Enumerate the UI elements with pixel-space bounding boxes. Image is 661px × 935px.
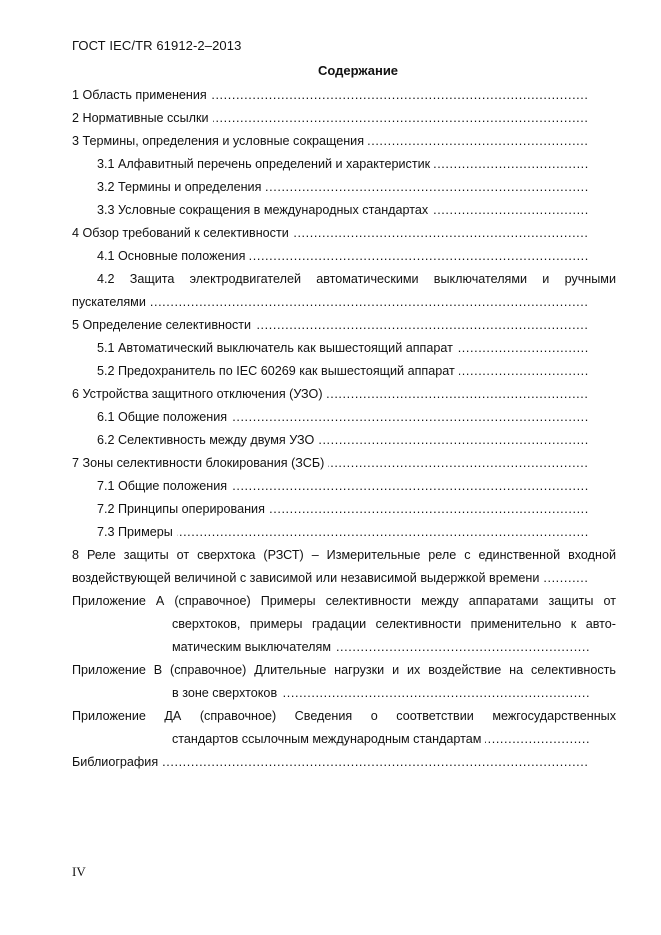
toc-entry-3-2[interactable]: 3.2 Термины и определения ..... bbox=[72, 176, 589, 199]
page-number: IV bbox=[72, 864, 86, 879]
toc-entry-6-2[interactable]: 6.2 Селективность между двумя УЗО ..... bbox=[72, 429, 589, 452]
toc-title: Содержание bbox=[317, 63, 399, 78]
toc-appendix-a-line2[interactable]: сверхтоков, примеры градации селективности применительно к авто- bbox=[172, 617, 616, 631]
toc-entry-7-2[interactable]: 7.2 Принципы оперирования ..... bbox=[72, 498, 589, 521]
toc-appendix-a-line3[interactable]: матическим выключателям ..... bbox=[72, 636, 589, 659]
toc-entry-4[interactable]: 4 Обзор требований к селективности ..... bbox=[72, 222, 589, 245]
toc-entry-4-2-line2[interactable]: пускателями ..... bbox=[72, 291, 589, 314]
toc-entry-8-line2[interactable]: воздействующей величиной с зависимой или независимой выдержкой времени ..... bbox=[72, 567, 589, 590]
table-of-contents bbox=[72, 84, 616, 774]
toc-entry-6[interactable]: 6 Устройства защитного отключения (УЗО) ..... bbox=[72, 383, 589, 406]
toc-entry-8-line1[interactable]: 8 Реле защиты от сверхтока (РЗСТ) – Измерительные реле с единственной входной bbox=[72, 548, 616, 562]
toc-appendix-b-line1[interactable]: Приложение В (справочное) Длительные нагрузки и их воздействие на селективность bbox=[72, 663, 616, 677]
toc-appendix-da-line2[interactable]: стандартов ссылочным международным стандартам ..... bbox=[72, 728, 589, 751]
toc-entry-4-1[interactable]: 4.1 Основные положения ..... bbox=[72, 245, 589, 268]
toc-entry-7-1[interactable]: 7.1 Общие положения ..... bbox=[72, 475, 589, 498]
toc-entry-6-1[interactable]: 6.1 Общие положения ..... bbox=[72, 406, 589, 429]
toc-entry-7-3[interactable]: 7.3 Примеры ..... bbox=[72, 521, 589, 544]
toc-appendix-da-line1[interactable]: Приложение ДА (справочное) Сведения о соответствии межгосударственных bbox=[72, 709, 616, 723]
toc-entry-3-3[interactable]: 3.3 Условные сокращения в международных стандартах ..... bbox=[72, 199, 589, 222]
toc-appendix-a-line1[interactable]: Приложение А (справочное) Примеры селективности между аппаратами защиты от bbox=[72, 594, 616, 608]
toc-entry-5-2[interactable]: 5.2 Предохранитель по IEC 60269 как вышестоящий аппарат ..... bbox=[72, 360, 589, 383]
toc-entry-7[interactable]: 7 Зоны селективности блокирования (ЗСБ) ..... bbox=[72, 452, 589, 475]
toc-entry-3[interactable]: 3 Термины, определения и условные сокращения ..... bbox=[72, 130, 589, 153]
toc-entry-2[interactable]: 2 Нормативные ссылки ..... bbox=[72, 107, 589, 130]
toc-entry-5-1[interactable]: 5.1 Автоматический выключатель как вышестоящий аппарат ..... bbox=[72, 337, 589, 360]
toc-entry-3-1[interactable]: 3.1 Алфавитный перечень определений и характеристик ..... bbox=[72, 153, 589, 176]
toc-bibliography[interactable]: Библиография ..... bbox=[72, 751, 589, 774]
toc-appendix-b-line2[interactable]: в зоне сверхтоков ..... bbox=[72, 682, 589, 705]
toc-entry-5[interactable]: 5 Определение селективности ..... bbox=[72, 314, 589, 337]
document-header: ГОСТ IEC/TR 61912-2–2013 bbox=[72, 38, 242, 53]
toc-entry-4-2-line1[interactable]: 4.2 Защита электродвигателей автоматическими выключателями и ручными bbox=[97, 272, 616, 286]
toc-entry-1[interactable]: 1 Область применения ..... bbox=[72, 84, 589, 107]
